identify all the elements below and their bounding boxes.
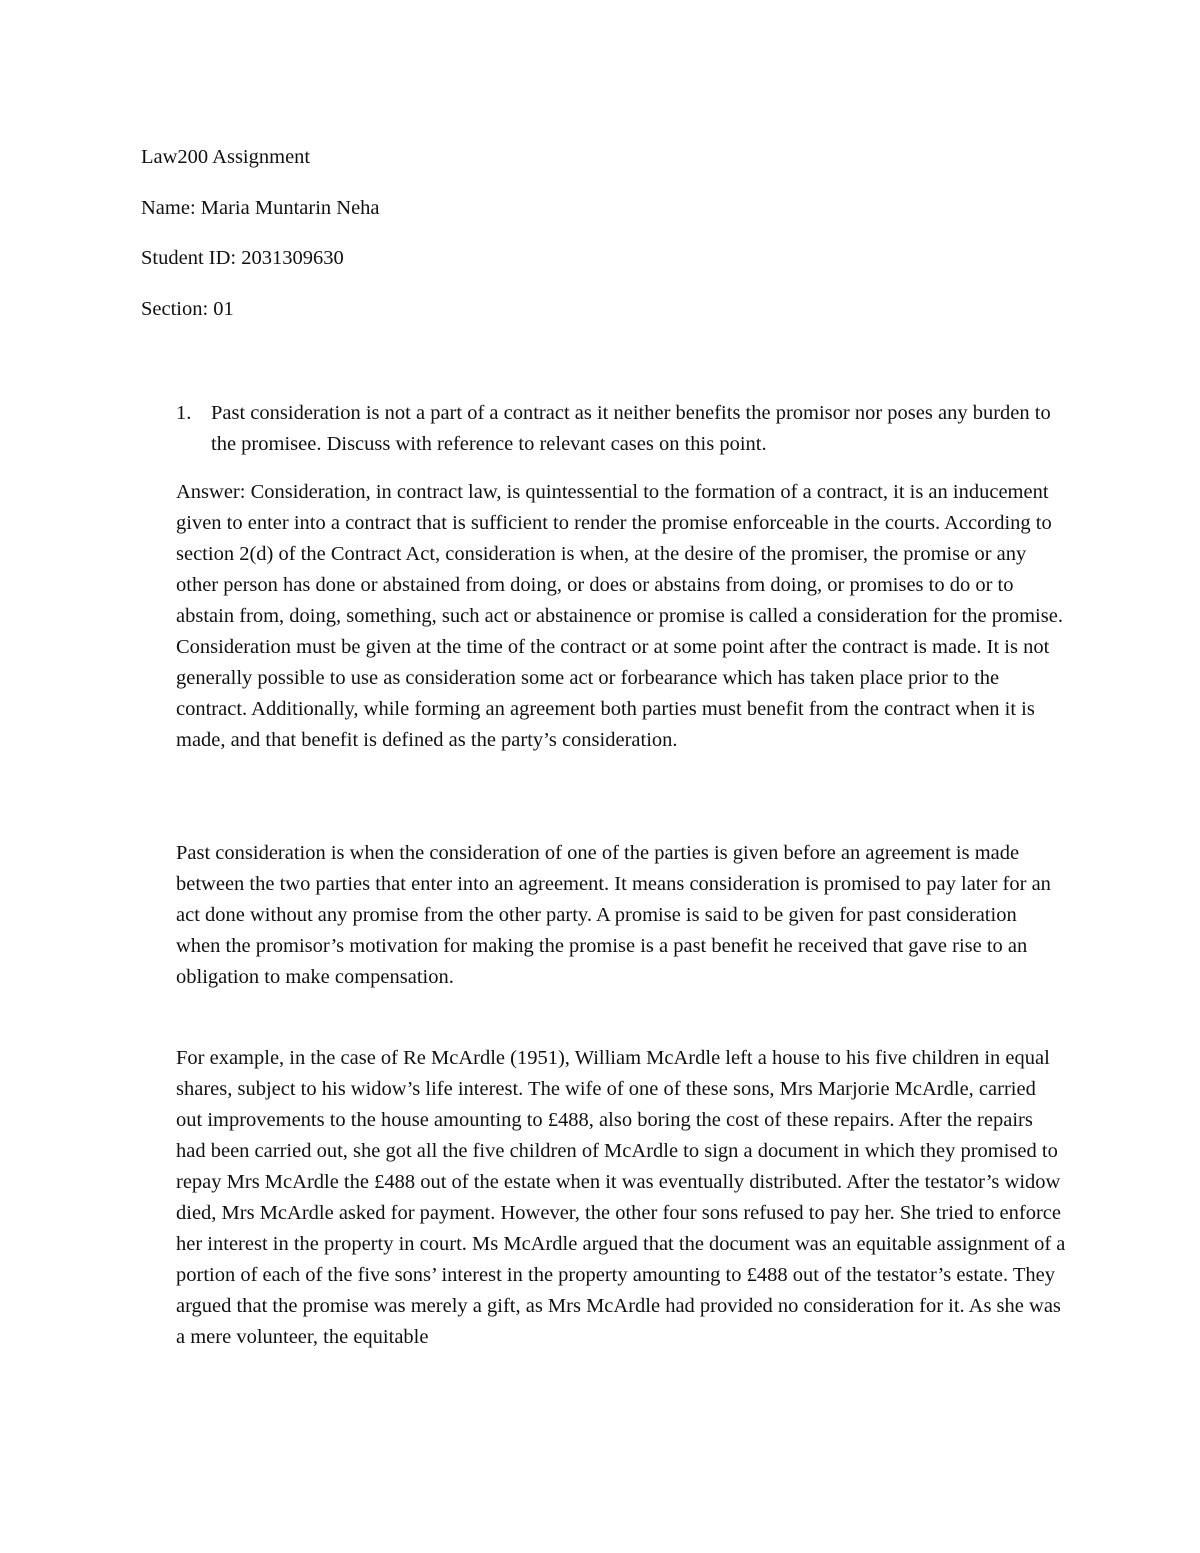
student-name-line: Name: Maria Muntarin Neha [141, 197, 380, 219]
answer-paragraph: Answer: Consideration, in contract law, is quintessential to the formation of a contract, it is an inducement given to enter into a contract that is sufficient to render the promise enforceable in the courts. According to section 2(d) of the Contract Act, consideration is when, at the desire of the promiser, the promise or any other person has done or abstained from doing, or does or abstains from doing, or promises to do or to abstain from, doing, something, such act or abstainence or promise is called a consideration for the promise. Consideration must be given at the time of the contract or at some point after the contract is made. It is not generally possible to use as consideration some act or forbearance which has taken place prior to the contract. Additionally, while forming an agreement both parties must benefit from the contract when it is made, and that benefit is defined as the party’s consideration. [176, 481, 1063, 751]
section-line: Section: 01 [141, 298, 234, 320]
question-list-item [176, 398, 1056, 460]
example-paragraph: For example, in the case of Re McArdle (1951), William McArdle left a house to his five children in equal shares, subject to his widow’s life interest. The wife of one of these sons, Mrs Marjorie McArdle, carried out improvements to the house amounting to £488, also boring the cost of these repairs. After the repairs had been carried out, she got all the five children of McArdle to sign a document in which they promised to repay Mrs McArdle the £488 out of the estate when it was eventually distributed. After the testator’s widow died, Mrs McArdle asked for payment. However, the other four sons refused to pay her. She tried to enforce her interest in the property in court. Ms McArdle argued that the document was an equitable assignment of a portion of each of the five sons’ interest in the property amounting to £488 out of the testator’s estate. They argued that the promise was merely a gift, as Mrs McArdle had provided no consideration for it. As she was a mere volunteer, the equitable [176, 1047, 1066, 1348]
student-id-line: Student ID: 2031309630 [141, 247, 344, 269]
question-number: 1. [176, 402, 192, 424]
assignment-title: Law200 Assignment [141, 146, 311, 168]
question-text: Past consideration is not a part of a contract as it neither benefits the promisor nor poses any burden to the promisee. Discuss with reference to relevant cases on this point. [211, 402, 1051, 455]
past-consideration-paragraph: Past consideration is when the consideration of one of the parties is given before an agreement is made between the two parties that enter into an agreement. It means consideration is promised to pay later for an act done without any promise from the other party. A promise is said to be given for past consideration when the promisor’s motivation for making the promise is a past benefit he received that gave rise to an obligation to make compensation. [176, 842, 1051, 988]
